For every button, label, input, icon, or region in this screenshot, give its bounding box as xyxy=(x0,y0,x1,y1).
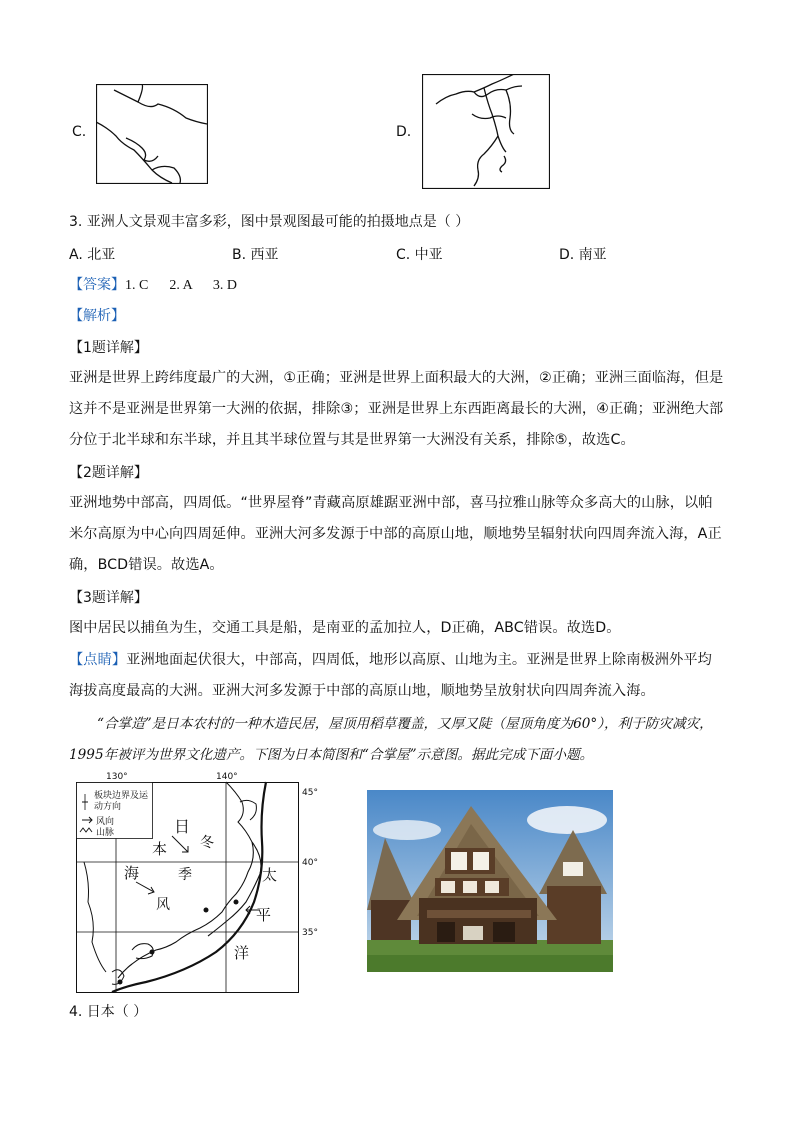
map-char-ben: 本 xyxy=(152,840,168,858)
lat-40-label: 40° xyxy=(302,858,318,868)
legend-plate-boundary: 板块边界及运动方向 xyxy=(94,791,149,812)
q3-option-a: A. 北亚 xyxy=(69,247,116,263)
lon-130-label: 130° xyxy=(106,772,128,782)
legend-mountain: 山脉 xyxy=(96,828,115,838)
q3-option-c: C. 中亚 xyxy=(396,247,443,263)
detail3-label: 【3题详解】 xyxy=(69,590,148,606)
detail2-label: 【2题详解】 xyxy=(69,465,148,481)
q4-question: 4. 日本（ ） xyxy=(69,1004,148,1020)
option-d-river-map xyxy=(422,74,550,189)
answer-text: 1. C 2. A 3. D xyxy=(125,278,238,293)
legend-wind: 风向 xyxy=(96,817,115,827)
q3-option-d: D. 南亚 xyxy=(559,247,607,263)
intro-paragraph: “合掌造”是日本农村的一种木造民居，屋顶用稻草覆盖，又厚又陡（屋顶角度为60°），利于防灾减灾，1995年被评为世界文化遗产。下图为日本简图和“合掌屋”示意图。据此完成下面小题。 xyxy=(69,716,713,763)
map-char-ri: 日 xyxy=(174,817,191,836)
japan-map xyxy=(76,772,318,994)
option-d-label: D. xyxy=(396,124,412,140)
detail1-text: 亚洲是世界上跨纬度最广的大洲，①正确；亚洲是世界上面积最大的大洲，②正确；亚洲三面临海，但是这并不是亚洲是世界第一大洲的依据，排除③；亚洲是世界上东西距离最长的大洲，④正确；亚洲绝大部分位于北半球和东半球，并且其半球位置与其是世界第一大洲没有关系，排除⑤，故选C。 xyxy=(69,370,724,448)
gassho-house-photo xyxy=(367,790,613,972)
remark-text: 亚洲地面起伏很大，中部高，四周低，地形以高原、山地为主。亚洲是世界上除南极洲外平均海拔高度最高的大洲。亚洲大河多发源于中部的高原山地，顺地势呈放射状向四周奔流入海。 xyxy=(69,652,712,699)
map-char-dong: 冬 xyxy=(200,835,214,851)
map-char-feng: 风 xyxy=(156,897,170,913)
answer-label: 【答案】 xyxy=(69,277,125,293)
map-char-ping: 平 xyxy=(256,906,272,924)
detail3-text: 图中居民以捕鱼为生，交通工具是船，是南亚的孟加拉人，D正确，ABC错误。故选D。 xyxy=(69,620,621,636)
map-char-tai: 太 xyxy=(262,866,278,884)
map-char-hai: 海 xyxy=(124,864,140,882)
analysis-label: 【解析】 xyxy=(69,308,125,324)
q3-question: 3. 亚洲人文景观丰富多彩，图中景观图最可能的拍摄地点是（ ） xyxy=(69,214,470,230)
lat-45-label: 45° xyxy=(302,788,318,798)
option-c-label: C. xyxy=(72,124,87,140)
remark-label: 【点睛】 xyxy=(69,652,127,668)
map-char-yang: 洋 xyxy=(234,944,250,962)
option-c-river-map xyxy=(96,84,208,184)
map-char-ji: 季 xyxy=(178,867,192,883)
q3-option-b: B. 西亚 xyxy=(232,247,279,263)
detail2-text: 亚洲地势中部高，四周低。“世界屋脊”青藏高原雄踞亚洲中部，喜马拉雅山脉等众多高大的山脉，以帕米尔高原为中心向四周延伸。亚洲大河多发源于中部的高原山地，顺地势呈辐射状向四周奔流入海，A正确，BCD错误。故选A。 xyxy=(69,495,722,573)
detail1-label: 【1题详解】 xyxy=(69,340,148,356)
remark-paragraph xyxy=(69,645,725,707)
answer-line xyxy=(69,275,237,296)
lat-35-label: 35° xyxy=(302,928,318,938)
lon-140-label: 140° xyxy=(216,772,238,782)
